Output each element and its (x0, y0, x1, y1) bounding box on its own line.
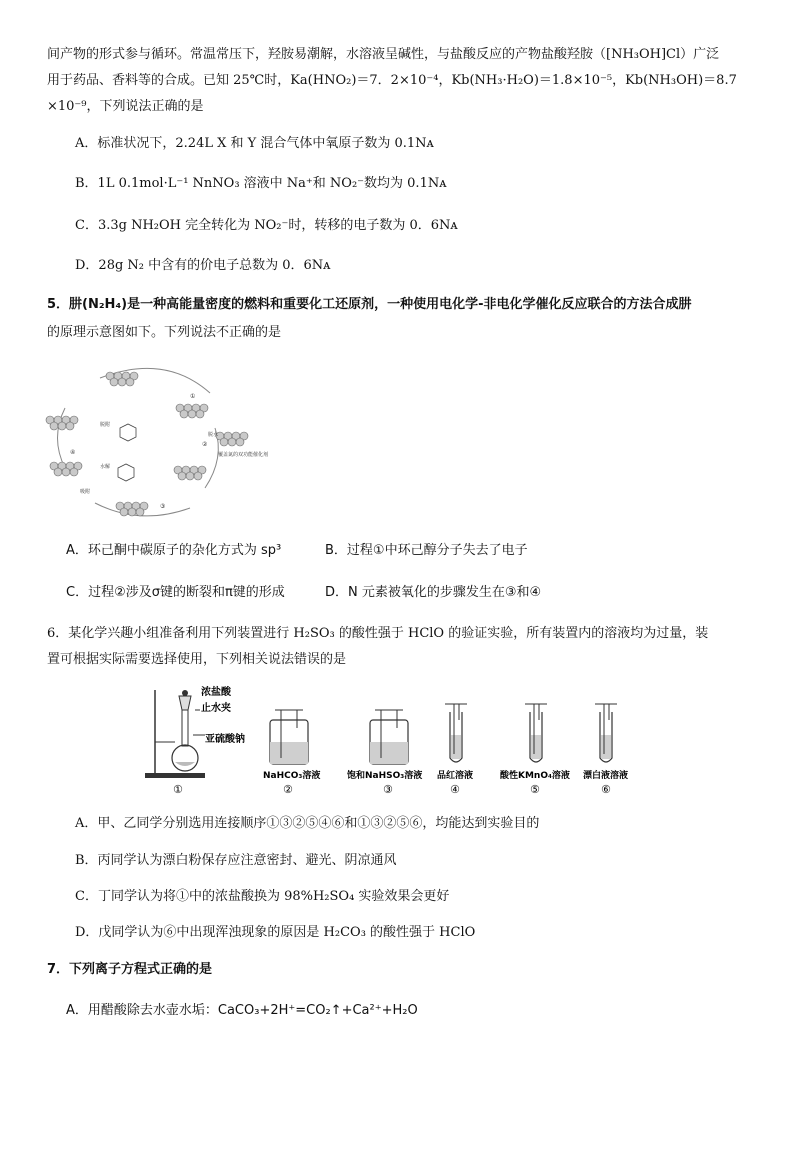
q6-option-b: B．丙同学认为漂白粉保存应注意密封、避光、阴凉通风 (75, 853, 397, 868)
catalyst-left-bottom (50, 462, 82, 476)
q5-text: 5．肼(N₂H₄)是一种高能量密度的燃料和重要化工还原剂，一种使用电化学-非电化学催化反应联合的方法合成肼 (47, 297, 692, 312)
svg-text:②: ② (202, 441, 208, 448)
q6-apparatus-figure (145, 680, 650, 798)
catalyst-left-top (46, 416, 78, 430)
q6-option-a: A．甲、乙同学分别选用连接顺序①③②⑤④⑥和①③②⑤⑥，均能达到实验目的 (75, 816, 540, 831)
apparatus-3-bottle (347, 710, 422, 796)
q5-option-a: A．环己酮中碳原子的杂化方式为 sp³ (66, 543, 282, 558)
apparatus-2-bottle (263, 710, 320, 796)
intro-line-3: ×10⁻⁹，下列说法正确的是 (47, 99, 204, 114)
q6-option-c: C．丁同学认为将①中的浓盐酸换为 98%H₂SO₄ 实验效果会更好 (75, 889, 450, 904)
q5-option-d: D．N 元素被氧化的步骤发生在③和④ (325, 585, 542, 600)
svg-text:④: ④ (70, 449, 76, 456)
q7-option-a: A．用醋酸除去水壶水垢：CaCO₃+2H⁺=CO₂↑+Ca²⁺+H₂O (66, 1003, 418, 1018)
svg-text:品红溶液: 品红溶液 (437, 771, 474, 781)
svg-text:漂白液溶液: 漂白液溶液 (583, 771, 629, 781)
svg-text:②: ② (283, 783, 293, 796)
svg-text:水解: 水解 (100, 464, 111, 470)
svg-text:③: ③ (160, 503, 166, 510)
svg-text:NaHCO₃溶液: NaHCO₃溶液 (263, 771, 321, 781)
q4-option-c: C．3.3g NH₂OH 完全转化为 NO₂⁻时，转移的电子数为 0．6Nᴀ (75, 218, 458, 233)
q5-stem-line-1 (47, 296, 691, 314)
catalyst-legend: 覆盖氮的双功能催化剂 (218, 452, 269, 458)
intro-line-1: 间产物的形式参与循环。常温常压下，羟胺易潮解，水溶液呈碱性，与盐酸反应的产物盐酸羟胺（[NH₃OH]Cl）广泛 (47, 47, 720, 62)
cyclohexanol-ring (120, 424, 136, 441)
q5-option-c: C．过程②涉及σ键的断裂和π键的形成 (66, 585, 285, 600)
svg-text:脱附: 脱附 (100, 422, 111, 428)
catalyst-right-bottom (174, 466, 206, 480)
intro-line-2: 用于药品、香料等的合成。已知 25℃时，Ka(HNO₂)＝7．2×10⁻⁴，Kb(NH₃·H₂O)＝1.8×10⁻⁵，Kb(NH₃OH)＝8.7 (47, 73, 737, 88)
svg-text:③: ③ (383, 783, 393, 796)
q7-stem: 7．下列离子方程式正确的是 (47, 962, 213, 977)
apparatus-4-tube (437, 704, 473, 796)
svg-text:⑤: ⑤ (530, 783, 540, 796)
catalyst-legend-icon (216, 432, 248, 446)
svg-text:饱和NaHSO₃溶液: 饱和NaHSO₃溶液 (347, 771, 423, 781)
apparatus-5-tube (500, 704, 570, 796)
cyclohexanone-ring (118, 464, 134, 481)
svg-text:酸性KMnO₄溶液: 酸性KMnO₄溶液 (500, 771, 570, 781)
q6-option-d: D．戊同学认为⑥中出现浑浊现象的原因是 H₂CO₃ 的酸性强于 HClO (75, 925, 476, 940)
svg-text:①: ① (173, 783, 183, 796)
q5-option-b: B．过程①中环己醇分子失去了电子 (325, 543, 528, 558)
apparatus-6-tube (583, 704, 628, 796)
q4-option-a: A．标准状况下，2.24L X 和 Y 混合气体中氧原子数为 0.1Nᴀ (75, 136, 434, 151)
svg-text:⑥: ⑥ (601, 783, 611, 796)
q4-option-b: B．1L 0.1mol·L⁻¹ NnNO₃ 溶液中 Na⁺和 NO₂⁻数均为 0.1Nᴀ (75, 176, 447, 191)
catalyst-top (106, 372, 138, 386)
svg-text:吸附: 吸附 (80, 489, 91, 495)
svg-text:浓盐酸: 浓盐酸 (201, 687, 231, 698)
apparatus-1-generator (145, 685, 245, 796)
svg-text:脱水: 脱水 (208, 432, 219, 438)
svg-text:④: ④ (450, 783, 460, 796)
svg-text:止水夹: 止水夹 (201, 703, 231, 714)
catalyst-right-top (176, 404, 208, 418)
q4-option-d: D．28g N₂ 中含有的价电子总数为 0．6Nᴀ (75, 258, 331, 273)
catalyst-bottom (116, 502, 148, 516)
q6-stem-line-1: 6．某化学兴趣小组准备利用下列装置进行 H₂SO₃ 的酸性强于 HClO 的验证实验，所有装置内的溶液均为过量，装 (47, 626, 709, 641)
q5-stem-line-2: 的原理示意图如下。下列说法不正确的是 (47, 325, 282, 340)
q5-catalytic-cycle-figure (40, 358, 290, 523)
svg-text:亚硫酸钠: 亚硫酸钠 (205, 734, 245, 745)
q6-stem-line-2: 置可根据实际需要选择使用，下列相关说法错误的是 (47, 652, 347, 667)
svg-text:①: ① (190, 393, 196, 400)
